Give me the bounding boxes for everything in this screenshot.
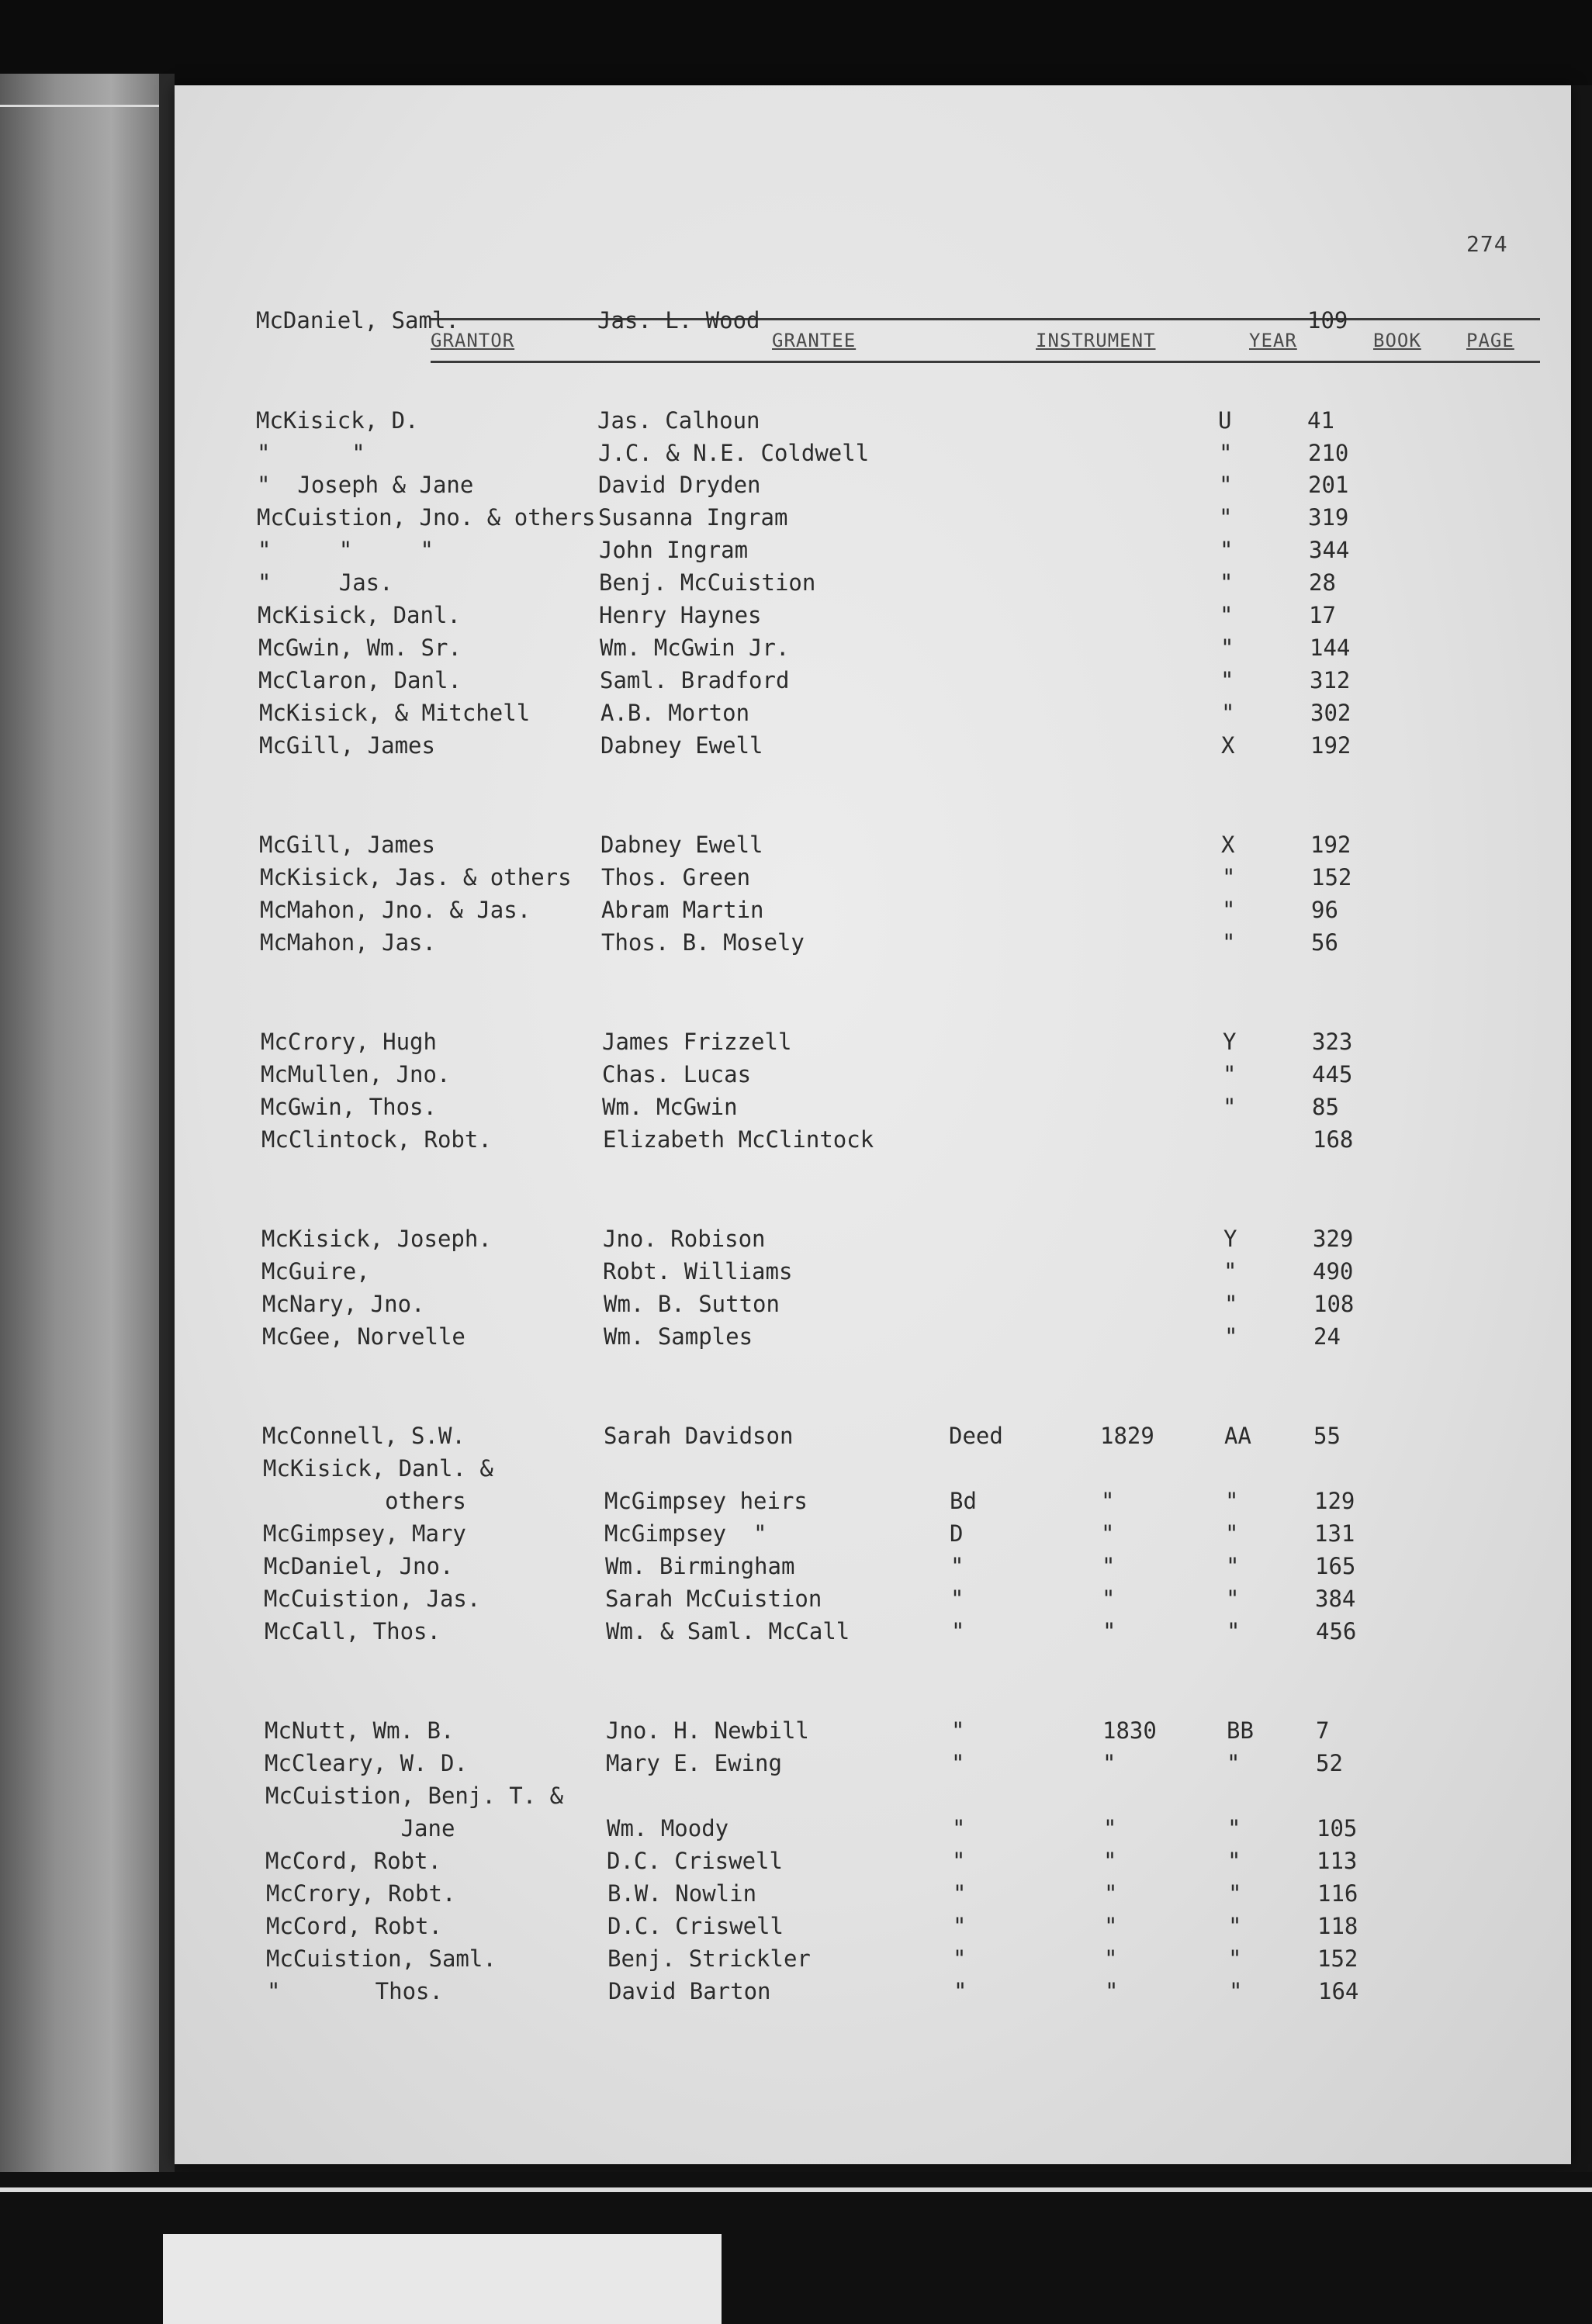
scanner-top-band bbox=[0, 0, 1592, 85]
header-page: PAGE bbox=[1466, 330, 1514, 351]
cell-grantor: others bbox=[263, 1488, 466, 1514]
cell-book: " bbox=[1228, 1913, 1242, 1939]
cell-page: 144 bbox=[1310, 635, 1351, 661]
cell-book: X bbox=[1221, 832, 1235, 858]
cell-grantee: Sarah Davidson bbox=[604, 1423, 794, 1449]
cell-book: " bbox=[1226, 1586, 1240, 1612]
cell-book: " bbox=[1226, 1553, 1240, 1579]
table-row bbox=[175, 504, 1571, 535]
cell-grantor: McKisick, D. bbox=[256, 407, 419, 434]
header-year: YEAR bbox=[1249, 330, 1297, 351]
cell-instrument: " bbox=[950, 1586, 964, 1612]
cell-grantor: " " bbox=[257, 440, 365, 466]
cell-page: 384 bbox=[1315, 1586, 1356, 1612]
header-grantor: GRANTOR bbox=[431, 330, 515, 351]
page-number: 274 bbox=[1466, 231, 1508, 257]
table-row bbox=[175, 1586, 1571, 1617]
cell-book: " bbox=[1220, 667, 1234, 693]
cell-book: " bbox=[1219, 440, 1233, 466]
cell-grantee: Chas. Lucas bbox=[602, 1061, 752, 1088]
cell-grantor: McNutt, Wm. B. bbox=[265, 1717, 455, 1744]
cell-page: 118 bbox=[1317, 1913, 1358, 1939]
cell-grantor: McClintock, Robt. bbox=[261, 1126, 492, 1153]
table-row bbox=[175, 1226, 1571, 1257]
cell-grantor: McMahon, Jno. & Jas. bbox=[260, 897, 531, 923]
cell-book: " bbox=[1222, 897, 1236, 923]
cell-instrument: " bbox=[953, 1880, 967, 1907]
cell-grantee: B.W. Nowlin bbox=[607, 1880, 757, 1907]
table-row bbox=[175, 1291, 1571, 1322]
cell-instrument: Bd bbox=[950, 1488, 977, 1514]
table-row bbox=[175, 864, 1571, 895]
table-row bbox=[175, 602, 1571, 633]
cell-grantor: " " " bbox=[258, 537, 434, 563]
cell-book: " bbox=[1224, 1291, 1238, 1317]
cell-page: 28 bbox=[1309, 569, 1336, 596]
cell-year: " bbox=[1101, 1488, 1115, 1514]
cell-grantor: McGill, James bbox=[259, 732, 435, 759]
cell-page: 56 bbox=[1311, 929, 1338, 956]
cell-grantor: McCuistion, Jas. bbox=[264, 1586, 481, 1612]
table-row bbox=[175, 1750, 1571, 1781]
table-row bbox=[175, 307, 1571, 338]
cell-book: " bbox=[1228, 1880, 1242, 1907]
header-grantee: GRANTEE bbox=[772, 330, 857, 351]
table-row bbox=[175, 635, 1571, 666]
cell-book: " bbox=[1220, 602, 1234, 628]
cell-grantee: McGimpsey " bbox=[604, 1520, 767, 1547]
cell-grantee: Thos. Green bbox=[601, 864, 751, 891]
cell-grantor: McDaniel, Jno. bbox=[264, 1553, 454, 1579]
cell-instrument: " bbox=[951, 1717, 965, 1744]
cell-grantor: McCord, Robt. bbox=[265, 1848, 441, 1874]
cell-page: 108 bbox=[1313, 1291, 1355, 1317]
cell-grantor: McKisick, & Mitchell bbox=[259, 700, 531, 726]
cell-grantee: Elizabeth McClintock bbox=[603, 1126, 874, 1153]
cell-grantor: " Jas. bbox=[258, 569, 393, 596]
cell-page: 456 bbox=[1316, 1618, 1357, 1644]
cell-grantee: Henry Haynes bbox=[599, 602, 762, 628]
cell-instrument: " bbox=[950, 1553, 964, 1579]
cell-grantee: Wm. McGwin Jr. bbox=[600, 635, 790, 661]
table-row bbox=[175, 732, 1571, 763]
table-row bbox=[175, 897, 1571, 928]
cell-book: " bbox=[1220, 635, 1234, 661]
cell-page: 85 bbox=[1312, 1094, 1339, 1120]
cell-page: 152 bbox=[1317, 1945, 1358, 1972]
cell-book: " bbox=[1222, 929, 1236, 956]
adjacent-book-page bbox=[0, 74, 159, 2199]
cell-grantee: Wm. B. Sutton bbox=[604, 1291, 780, 1317]
cell-grantor: McKisick, Danl. bbox=[258, 602, 461, 628]
cell-grantee: Susanna Ingram bbox=[598, 504, 788, 531]
cell-grantor: McClaron, Danl. bbox=[258, 667, 462, 693]
cell-grantee: Dabney Ewell bbox=[600, 832, 763, 858]
cell-book: " bbox=[1227, 1750, 1241, 1776]
cell-book: " bbox=[1219, 504, 1233, 531]
cell-grantor: McDaniel, Saml. bbox=[256, 307, 459, 334]
cell-grantee: Jno. Robison bbox=[603, 1226, 766, 1252]
cell-page: 344 bbox=[1309, 537, 1350, 563]
cell-grantor: McNary, Jno. bbox=[262, 1291, 425, 1317]
cell-grantee: Jas. L. Wood bbox=[597, 307, 760, 334]
cell-book: " bbox=[1225, 1488, 1239, 1514]
table-row bbox=[175, 929, 1571, 960]
cell-grantee: Wm. & Saml. McCall bbox=[606, 1618, 850, 1644]
cell-instrument: Deed bbox=[949, 1423, 1003, 1449]
cell-book: " bbox=[1223, 1094, 1237, 1120]
cell-book: " bbox=[1220, 569, 1234, 596]
cell-book: " bbox=[1225, 1520, 1239, 1547]
cell-grantor: McCuistion, Benj. T. & bbox=[265, 1783, 564, 1809]
cell-year: " bbox=[1105, 1978, 1119, 2004]
table-row bbox=[175, 1848, 1571, 1879]
cell-grantor: McKisick, Jas. & others bbox=[260, 864, 572, 891]
table-row bbox=[175, 1455, 1571, 1486]
table-row bbox=[175, 1520, 1571, 1551]
cell-book: Y bbox=[1223, 1226, 1237, 1252]
cell-page: 192 bbox=[1310, 732, 1351, 759]
cell-grantor: McGimpsey, Mary bbox=[263, 1520, 466, 1547]
cell-grantor: McCall, Thos. bbox=[265, 1618, 441, 1644]
cell-grantor: McMahon, Jas. bbox=[260, 929, 436, 956]
cell-grantee: Dabney Ewell bbox=[600, 732, 763, 759]
cell-grantor: McMullen, Jno. bbox=[261, 1061, 451, 1088]
cell-book: " bbox=[1228, 1945, 1242, 1972]
cell-grantor: McKisick, Joseph. bbox=[261, 1226, 492, 1252]
table-row bbox=[175, 1978, 1571, 2009]
cell-grantee: D.C. Criswell bbox=[607, 1848, 783, 1874]
table-row bbox=[175, 1258, 1571, 1289]
header-book: BOOK bbox=[1373, 330, 1421, 351]
table-row bbox=[175, 1945, 1571, 1976]
cell-grantor: McCord, Robt. bbox=[266, 1913, 442, 1939]
table-row bbox=[175, 1323, 1571, 1354]
table-row bbox=[175, 1618, 1571, 1649]
cell-book: " bbox=[1222, 864, 1236, 891]
scanner-bottom-band bbox=[0, 2172, 1592, 2324]
cell-grantor: McCuistion, Saml. bbox=[266, 1945, 497, 1972]
cell-grantee: Jas. Calhoun bbox=[597, 407, 760, 434]
cell-year: " bbox=[1103, 1848, 1117, 1874]
cell-grantee: Abram Martin bbox=[601, 897, 764, 923]
cell-page: 302 bbox=[1310, 700, 1351, 726]
table-row bbox=[175, 1717, 1571, 1748]
cell-grantee: Thos. B. Mosely bbox=[601, 929, 805, 956]
cell-page: 129 bbox=[1314, 1488, 1355, 1514]
cell-book: Y bbox=[1223, 1029, 1237, 1055]
cell-year: " bbox=[1102, 1553, 1116, 1579]
cell-book: BB bbox=[1227, 1717, 1254, 1744]
cell-page: 131 bbox=[1314, 1520, 1355, 1547]
cell-book: " bbox=[1223, 1258, 1237, 1285]
header-instrument: INSTRUMENT bbox=[1036, 330, 1156, 351]
cell-page: 41 bbox=[1307, 407, 1334, 434]
cell-book: AA bbox=[1224, 1423, 1251, 1449]
cell-grantee: D.C. Criswell bbox=[607, 1913, 784, 1939]
table-row bbox=[175, 667, 1571, 698]
table-row bbox=[175, 1126, 1571, 1157]
cell-grantee: Wm. Birmingham bbox=[605, 1553, 795, 1579]
cell-year: " bbox=[1103, 1815, 1117, 1842]
cell-instrument: " bbox=[953, 1978, 967, 2004]
cell-grantor: McGwin, Wm. Sr. bbox=[258, 635, 462, 661]
cell-grantor: McCrory, Robt. bbox=[266, 1880, 456, 1907]
page-edge-line bbox=[0, 105, 159, 107]
cell-instrument: " bbox=[953, 1913, 967, 1939]
cell-page: 113 bbox=[1317, 1848, 1358, 1874]
cell-grantee: Saml. Bradford bbox=[600, 667, 790, 693]
document-page bbox=[175, 85, 1571, 2164]
cell-grantee: Jno. H. Newbill bbox=[606, 1717, 809, 1744]
cell-grantor: McCrory, Hugh bbox=[261, 1029, 437, 1055]
table-row bbox=[175, 1061, 1571, 1092]
cell-instrument: " bbox=[952, 1848, 966, 1874]
cell-page: 312 bbox=[1310, 667, 1351, 693]
cell-page: 323 bbox=[1312, 1029, 1353, 1055]
cell-year: " bbox=[1102, 1618, 1116, 1644]
cell-grantor: Jane bbox=[265, 1815, 455, 1842]
cell-grantee: A.B. Morton bbox=[600, 700, 750, 726]
cell-page: 319 bbox=[1308, 504, 1349, 531]
cell-grantee: Wm. Samples bbox=[604, 1323, 753, 1350]
cell-grantee: Wm. Moody bbox=[607, 1815, 729, 1842]
cell-page: 7 bbox=[1316, 1717, 1330, 1744]
cell-page: 96 bbox=[1311, 897, 1338, 923]
cell-grantee: Benj. Strickler bbox=[607, 1945, 811, 1972]
cell-year: 1830 bbox=[1102, 1717, 1157, 1744]
cell-page: 17 bbox=[1309, 602, 1336, 628]
cell-grantor: McGuire, bbox=[261, 1258, 370, 1285]
table-row bbox=[175, 537, 1571, 568]
scanner-block bbox=[163, 2234, 722, 2324]
cell-grantee: Mary E. Ewing bbox=[606, 1750, 782, 1776]
cell-grantee: Benj. McCuistion bbox=[599, 569, 816, 596]
cell-grantor: McGill, James bbox=[259, 832, 435, 858]
cell-grantee: Sarah McCuistion bbox=[605, 1586, 822, 1612]
cell-book: " bbox=[1227, 1618, 1241, 1644]
cell-grantee: David Dryden bbox=[598, 472, 761, 498]
cell-year: " bbox=[1104, 1880, 1118, 1907]
cell-instrument: " bbox=[952, 1815, 966, 1842]
cell-book: " bbox=[1227, 1815, 1241, 1842]
cell-year: " bbox=[1102, 1750, 1116, 1776]
table-row bbox=[175, 1913, 1571, 1944]
cell-page: 201 bbox=[1308, 472, 1349, 498]
cell-page: 168 bbox=[1313, 1126, 1354, 1153]
cell-grantor: McCleary, W. D. bbox=[265, 1750, 468, 1776]
cell-book: " bbox=[1224, 1323, 1238, 1350]
cell-page: 105 bbox=[1317, 1815, 1358, 1842]
cell-grantee: Wm. McGwin bbox=[602, 1094, 738, 1120]
cell-page: 55 bbox=[1313, 1423, 1341, 1449]
table-row bbox=[175, 1815, 1571, 1846]
cell-book: " bbox=[1221, 700, 1235, 726]
cell-grantee: John Ingram bbox=[599, 537, 749, 563]
cell-page: 116 bbox=[1317, 1880, 1358, 1907]
cell-grantee: McGimpsey heirs bbox=[604, 1488, 808, 1514]
cell-grantor: McGee, Norvelle bbox=[262, 1323, 465, 1350]
cell-page: 192 bbox=[1310, 832, 1351, 858]
cell-page: 165 bbox=[1315, 1553, 1356, 1579]
cell-grantor: McGwin, Thos. bbox=[261, 1094, 437, 1120]
cell-page: 24 bbox=[1313, 1323, 1341, 1350]
cell-instrument: D bbox=[950, 1520, 964, 1547]
cell-grantor: McKisick, Danl. & bbox=[263, 1455, 493, 1482]
table-row bbox=[175, 569, 1571, 600]
table-row bbox=[175, 1488, 1571, 1519]
cell-book: U bbox=[1218, 407, 1232, 434]
cell-grantee: James Frizzell bbox=[602, 1029, 792, 1055]
table-row bbox=[175, 472, 1571, 503]
cell-year: " bbox=[1104, 1945, 1118, 1972]
cell-grantee: David Barton bbox=[608, 1978, 771, 2004]
table-row bbox=[175, 407, 1571, 438]
cell-instrument: " bbox=[951, 1750, 965, 1776]
table-row bbox=[175, 440, 1571, 471]
cell-year: 1829 bbox=[1100, 1423, 1154, 1449]
table-row bbox=[175, 1880, 1571, 1911]
cell-grantee: J.C. & N.E. Coldwell bbox=[598, 440, 870, 466]
cell-page: 164 bbox=[1318, 1978, 1359, 2004]
cell-page: 445 bbox=[1312, 1061, 1353, 1088]
table-row bbox=[175, 1094, 1571, 1125]
cell-page: 490 bbox=[1313, 1258, 1354, 1285]
cell-book: " bbox=[1229, 1978, 1243, 2004]
cell-instrument: " bbox=[951, 1618, 965, 1644]
cell-year: " bbox=[1102, 1586, 1116, 1612]
table-row bbox=[175, 1783, 1571, 1814]
scanner-bar bbox=[0, 2187, 1592, 2192]
cell-grantor: " Joseph & Jane bbox=[257, 472, 474, 498]
cell-grantor: McConnell, S.W. bbox=[262, 1423, 465, 1449]
cell-year: " bbox=[1104, 1913, 1118, 1939]
cell-book: " bbox=[1219, 472, 1233, 498]
table-row bbox=[175, 1029, 1571, 1060]
cell-grantee: Robt. Williams bbox=[603, 1258, 793, 1285]
cell-book: " bbox=[1220, 537, 1234, 563]
cell-book: X bbox=[1221, 732, 1235, 759]
cell-page: 152 bbox=[1311, 864, 1352, 891]
table-row bbox=[175, 1423, 1571, 1454]
cell-grantor: McCuistion, Jno. & others bbox=[257, 504, 596, 531]
cell-instrument: " bbox=[953, 1945, 967, 1972]
table-row bbox=[175, 700, 1571, 731]
table-row bbox=[175, 832, 1571, 863]
book-gutter bbox=[159, 74, 175, 2199]
table-row bbox=[175, 1553, 1571, 1584]
cell-page: 52 bbox=[1316, 1750, 1343, 1776]
cell-grantor: " Thos. bbox=[267, 1978, 443, 2004]
cell-book: " bbox=[1227, 1848, 1241, 1874]
cell-page: 210 bbox=[1308, 440, 1349, 466]
cell-book: " bbox=[1223, 1061, 1237, 1088]
cell-page: 109 bbox=[1307, 307, 1348, 334]
cell-page: 329 bbox=[1313, 1226, 1354, 1252]
cell-year: " bbox=[1101, 1520, 1115, 1547]
